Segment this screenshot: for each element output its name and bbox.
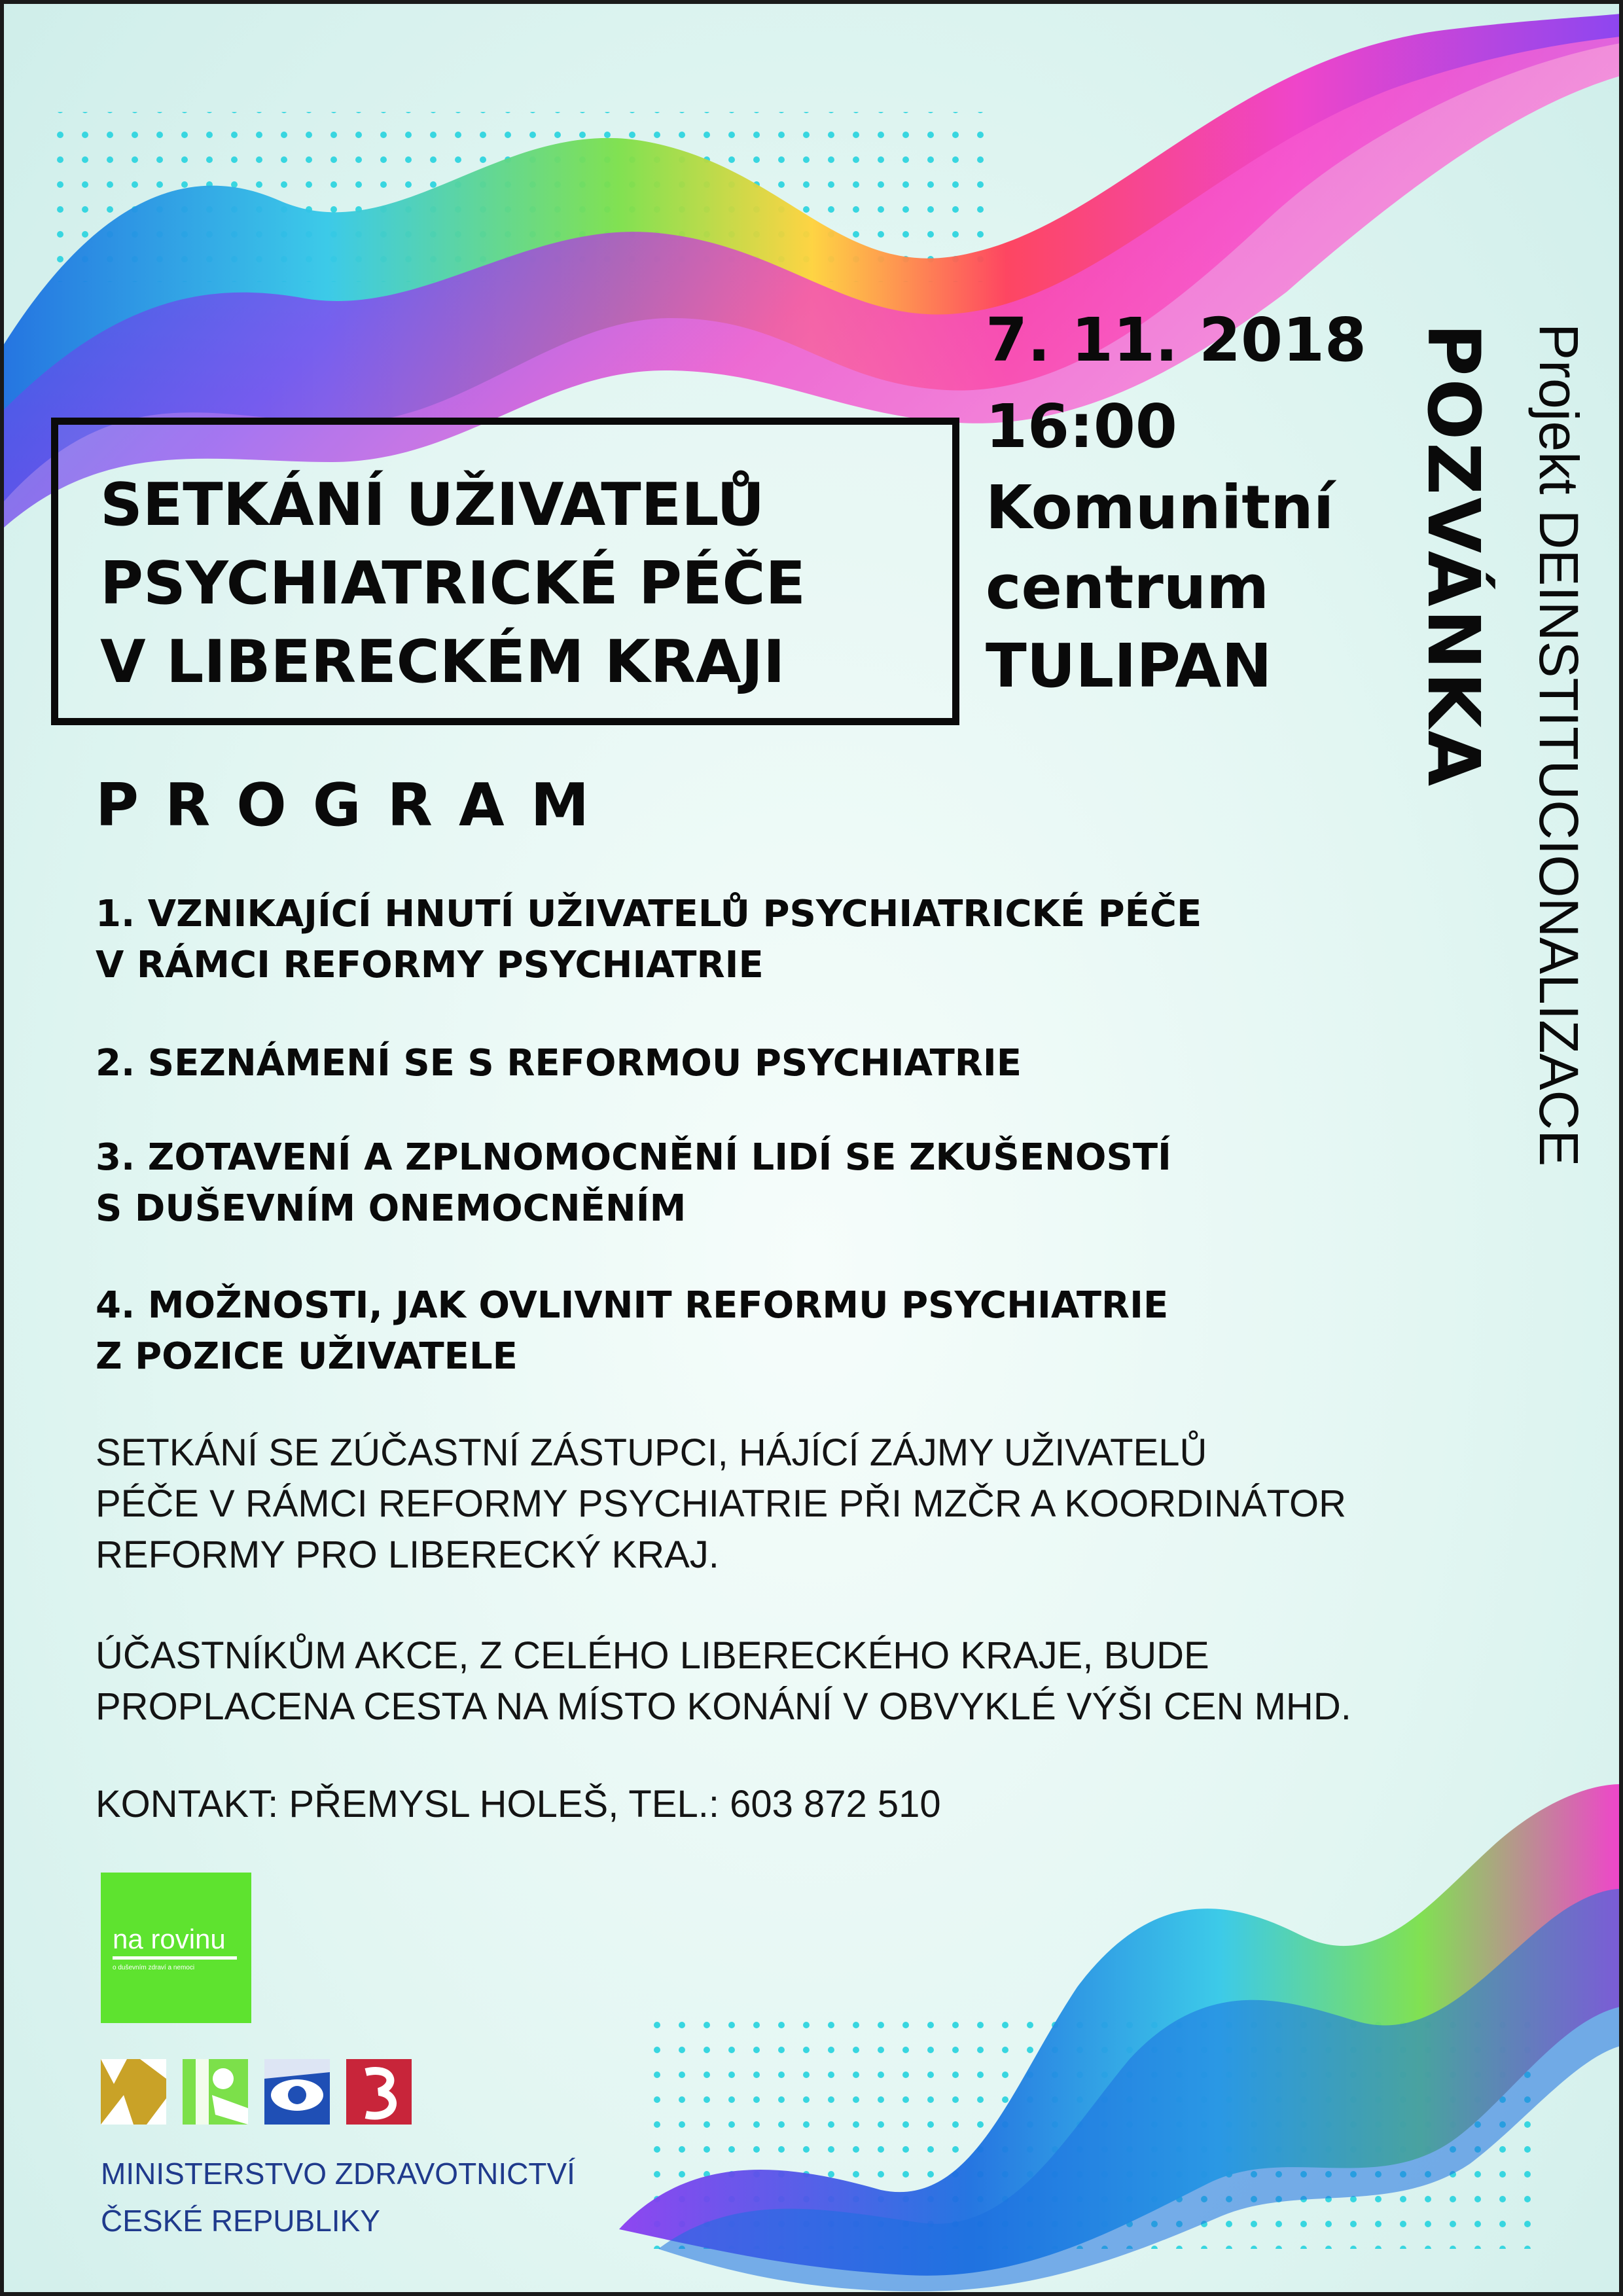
project-label: Projekt DEINSTITUCIONALIZACE: [1528, 323, 1590, 1167]
program-item-1-line-2: V RÁMCI REFORMY PSYCHIATRIE: [96, 944, 764, 986]
program-item-3-line-1: 3. ZOTAVENÍ A ZPLNOMOCNĚNÍ LIDÍ SE ZKUŠENOSTÍ: [96, 1136, 1171, 1179]
program-item-3-line-2: S DUŠEVNÍM ONEMOCNĚNÍM: [96, 1187, 687, 1230]
note-1-line-3: REFORMY PRO LIBERECKÝ KRAJ.: [96, 1534, 719, 1576]
title-line-2: PSYCHIATRICKÉ PÉČE: [100, 549, 806, 618]
ministry-name-line-2: ČESKÉ REPUBLIKY: [101, 2204, 380, 2238]
program-item-2-line-1: 2. SEZNÁMENÍ SE S REFORMOU PSYCHIATRIE: [96, 1042, 1022, 1085]
na-rovinu-logo-tagline: o duševním zdraví a nemoci: [113, 1964, 195, 1971]
partner-logo-red: [346, 2059, 412, 2125]
invitation-label: POZVÁNKA: [1412, 323, 1495, 789]
note-1-line-2: PÉČE V RÁMCI REFORMY PSYCHIATRIE PŘI MZČR A KOORDINÁTOR: [96, 1482, 1347, 1525]
note-2-line-2: PROPLACENA CESTA NA MÍSTO KONÁNÍ V OBVYKLÉ VÝŠI CEN MHD.: [96, 1685, 1351, 1728]
note-1-line-1: SETKÁNÍ SE ZÚČASTNÍ ZÁSTUPCI, HÁJÍCÍ ZÁJMY UŽIVATELŮ: [96, 1431, 1207, 1474]
partner-logo-green: [183, 2059, 248, 2125]
event-time: 16:00: [986, 391, 1177, 461]
note-2-line-1: ÚČASTNÍKŮM AKCE, Z CELÉHO LIBERECKÉHO KRAJE, BUDE: [96, 1634, 1209, 1677]
program-item-4-line-2: Z POZICE UŽIVATELE: [96, 1335, 518, 1378]
title-line-3: V LIBERECKÉM KRAJI: [100, 628, 785, 696]
partner-logos: [101, 2059, 428, 2125]
contact-line: KONTAKT: PŘEMYSL HOLEŠ, TEL.: 603 872 510: [96, 1783, 941, 1825]
event-venue-line-3: TULIPAN: [986, 631, 1272, 701]
event-venue-line-2: centrum: [986, 552, 1270, 622]
event-date: 7. 11. 2018: [986, 305, 1367, 375]
program-item-1-line-1: 1. VZNIKAJÍCÍ HNUTÍ UŽIVATELŮ PSYCHIATRICKÉ PÉČE: [96, 893, 1202, 935]
na-rovinu-logo: [101, 1873, 251, 2023]
na-rovinu-logo-text: na rovinu: [113, 1924, 226, 1954]
ministry-name-line-1: MINISTERSTVO ZDRAVOTNICTVÍ: [101, 2157, 575, 2191]
partner-logo-blue: [264, 2059, 330, 2125]
title-box: [51, 418, 959, 725]
program-heading: PROGRAM: [96, 771, 616, 840]
na-rovinu-logo-underline: [113, 1956, 237, 1960]
partner-logo-gold: [101, 2059, 166, 2125]
event-venue-line-1: Komunitní: [986, 473, 1334, 543]
program-item-4-line-1: 4. MOŽNOSTI, JAK OVLIVNIT REFORMU PSYCHIATRIE: [96, 1284, 1169, 1327]
title-line-1: SETKÁNÍ UŽIVATELŮ: [100, 471, 765, 539]
